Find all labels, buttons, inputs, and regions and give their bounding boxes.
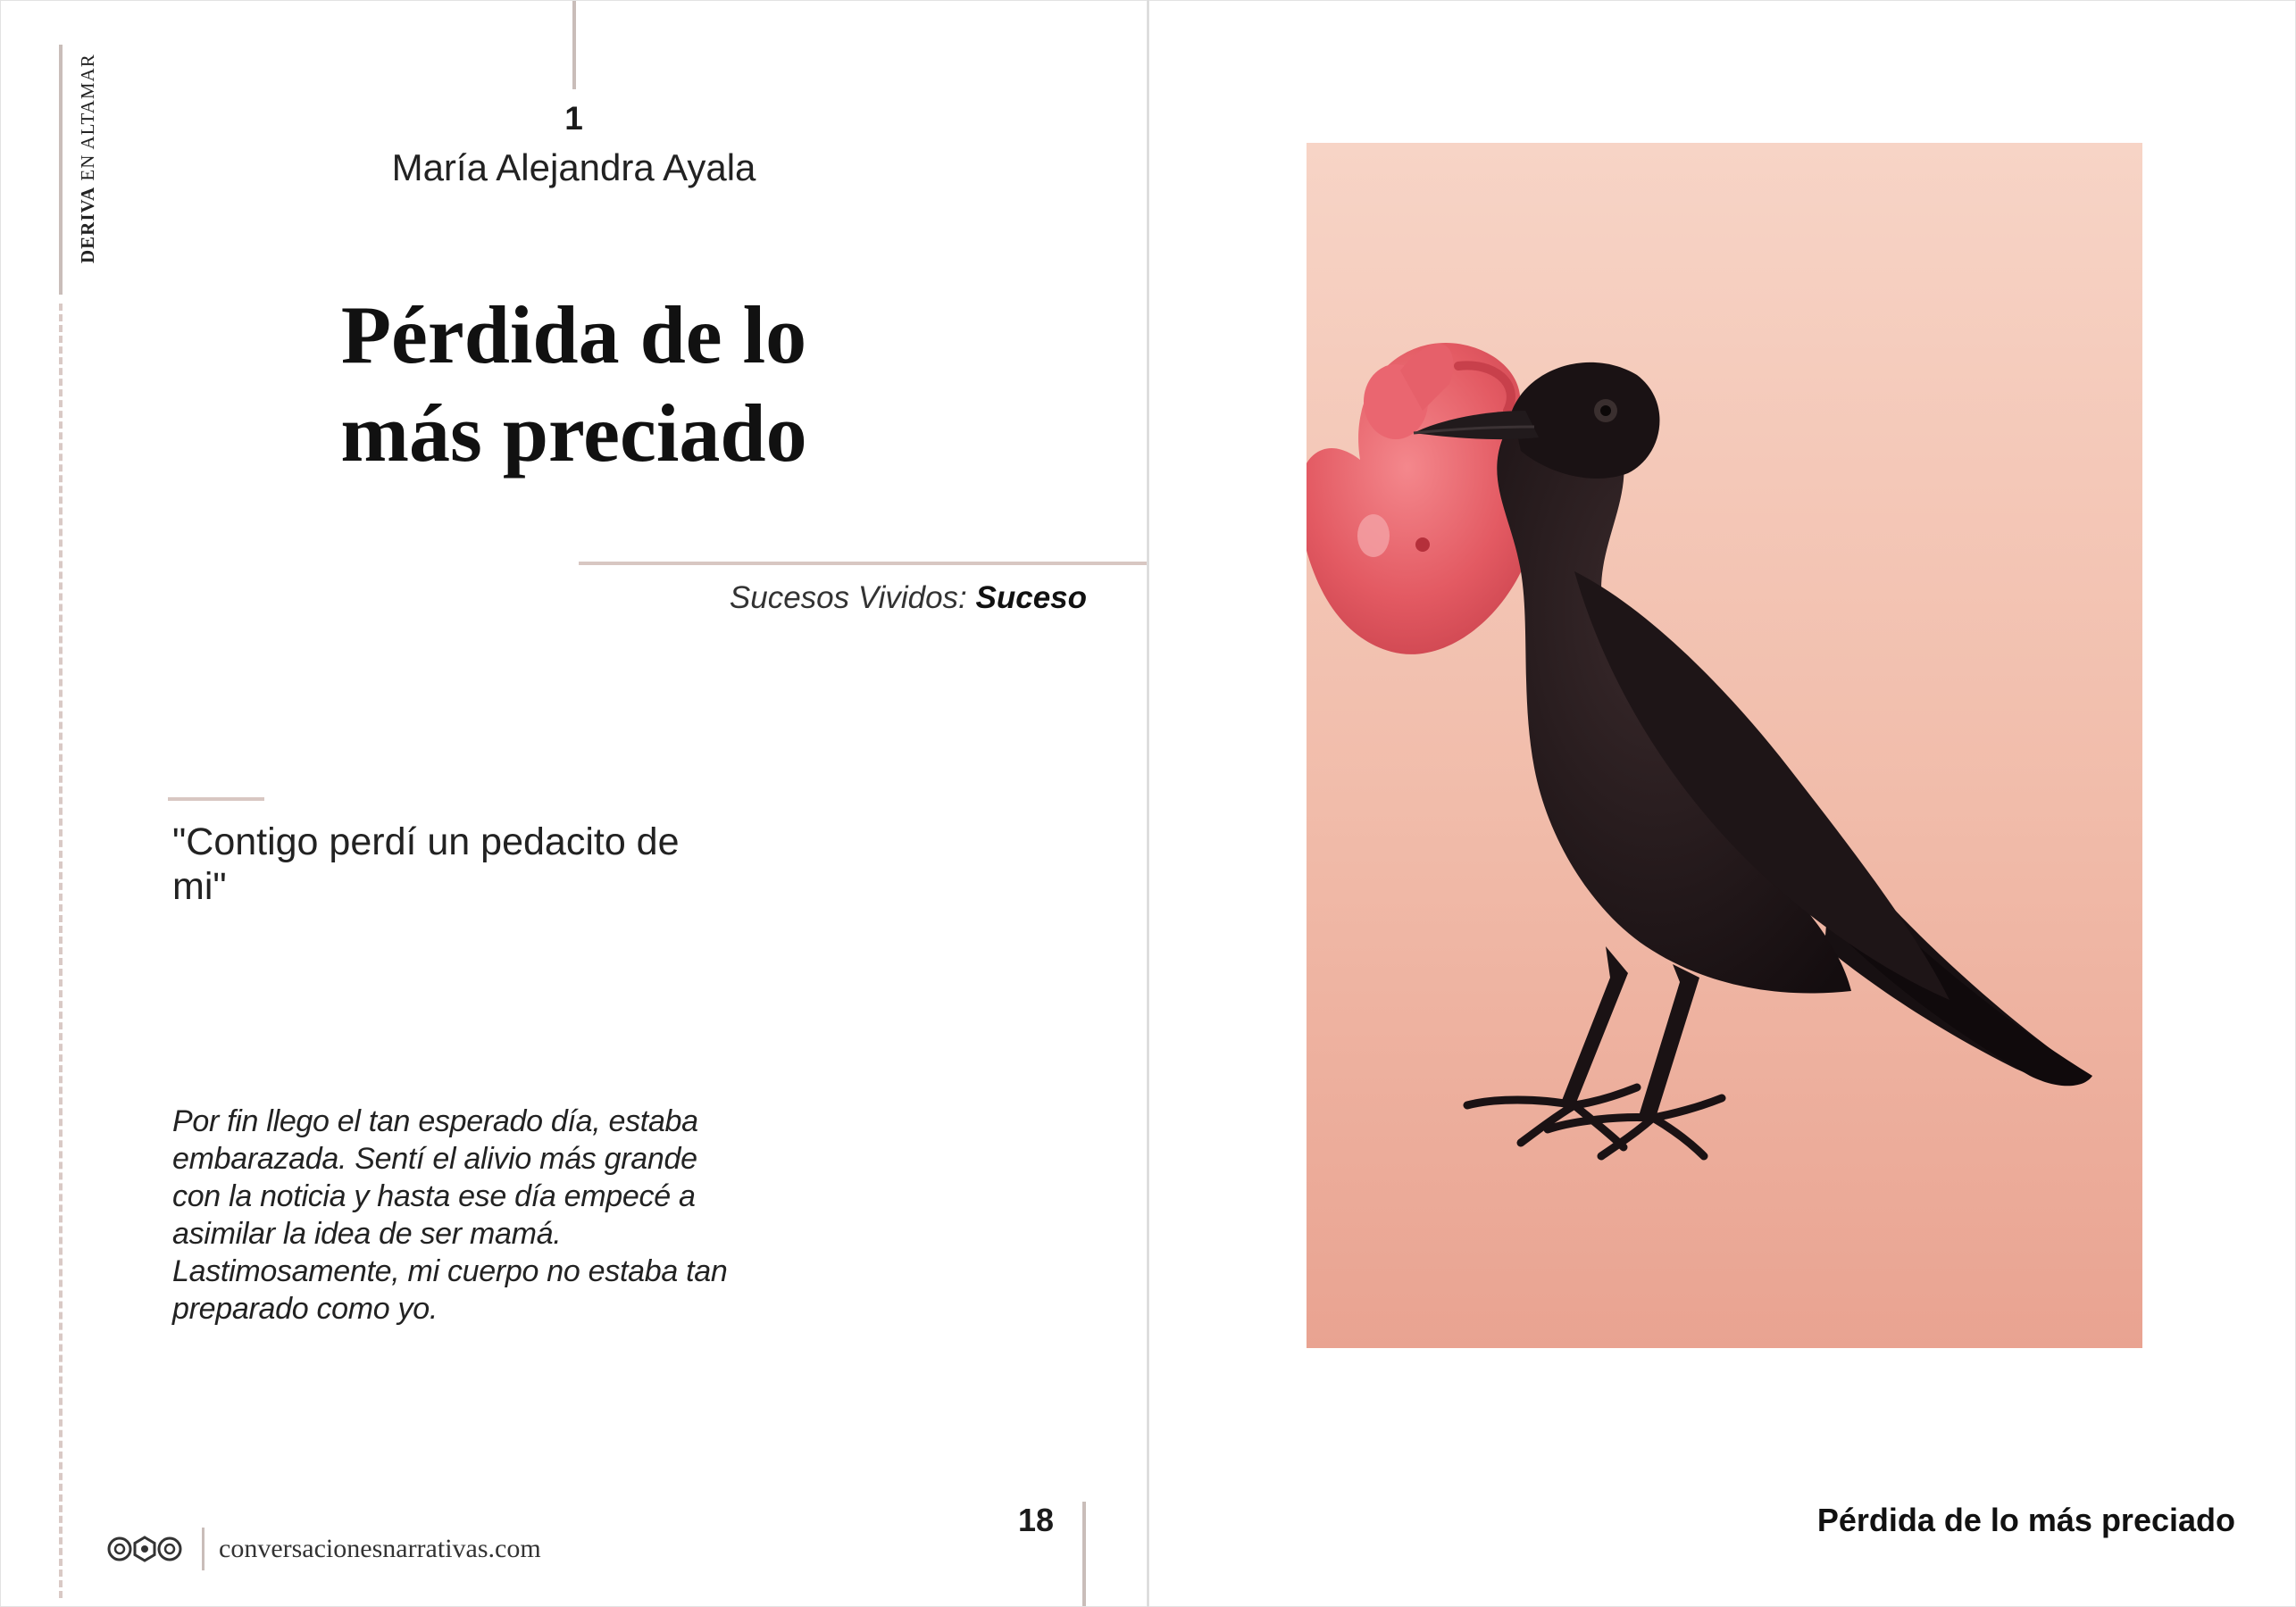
right-page (1148, 0, 2296, 1607)
category-line (462, 580, 1087, 616)
chapter-number: 1 (564, 100, 583, 137)
category-label: Sucesos Vividos: (729, 580, 976, 615)
cn-logo-icon (107, 1534, 182, 1564)
footer-site-link[interactable]: conversacionesnarrativas.com (219, 1534, 541, 1563)
brand-rest: EN ALTAMAR (77, 54, 98, 187)
page-number: 18 (1017, 1502, 1054, 1538)
title-line-1: Pérdida de lo (340, 289, 807, 380)
title-line-2: más preciado (340, 387, 807, 479)
margin-rule-dashed (59, 304, 63, 1598)
category-value: Suceso (975, 580, 1087, 615)
title-divider (579, 562, 1148, 565)
top-rule (572, 0, 576, 89)
footer-divider (202, 1528, 205, 1570)
brand-bold: DERIVA (77, 186, 98, 263)
author-name: María Alejandra Ayala (391, 146, 756, 188)
crow-with-embryo-illustration (1307, 143, 2142, 1348)
pull-quote: "Contigo perdí un pedacito de mi" (172, 820, 680, 908)
footer-brand (107, 1527, 541, 1571)
quote-divider (168, 797, 264, 801)
excerpt-paragraph: Por fin llego el tan esperado día, estaba embarazada. Sentí el alivio más grande con la noticia y hasta ese día empecé a asimilar la idea de ser mamá. Lastimosamente, mi cuerpo no estaba tan preparado como yo. (172, 1104, 728, 1326)
footer-rule (1082, 1502, 1086, 1607)
running-title: Pérdida de lo más preciado (1816, 1502, 2235, 1538)
article-title (0, 286, 1148, 482)
